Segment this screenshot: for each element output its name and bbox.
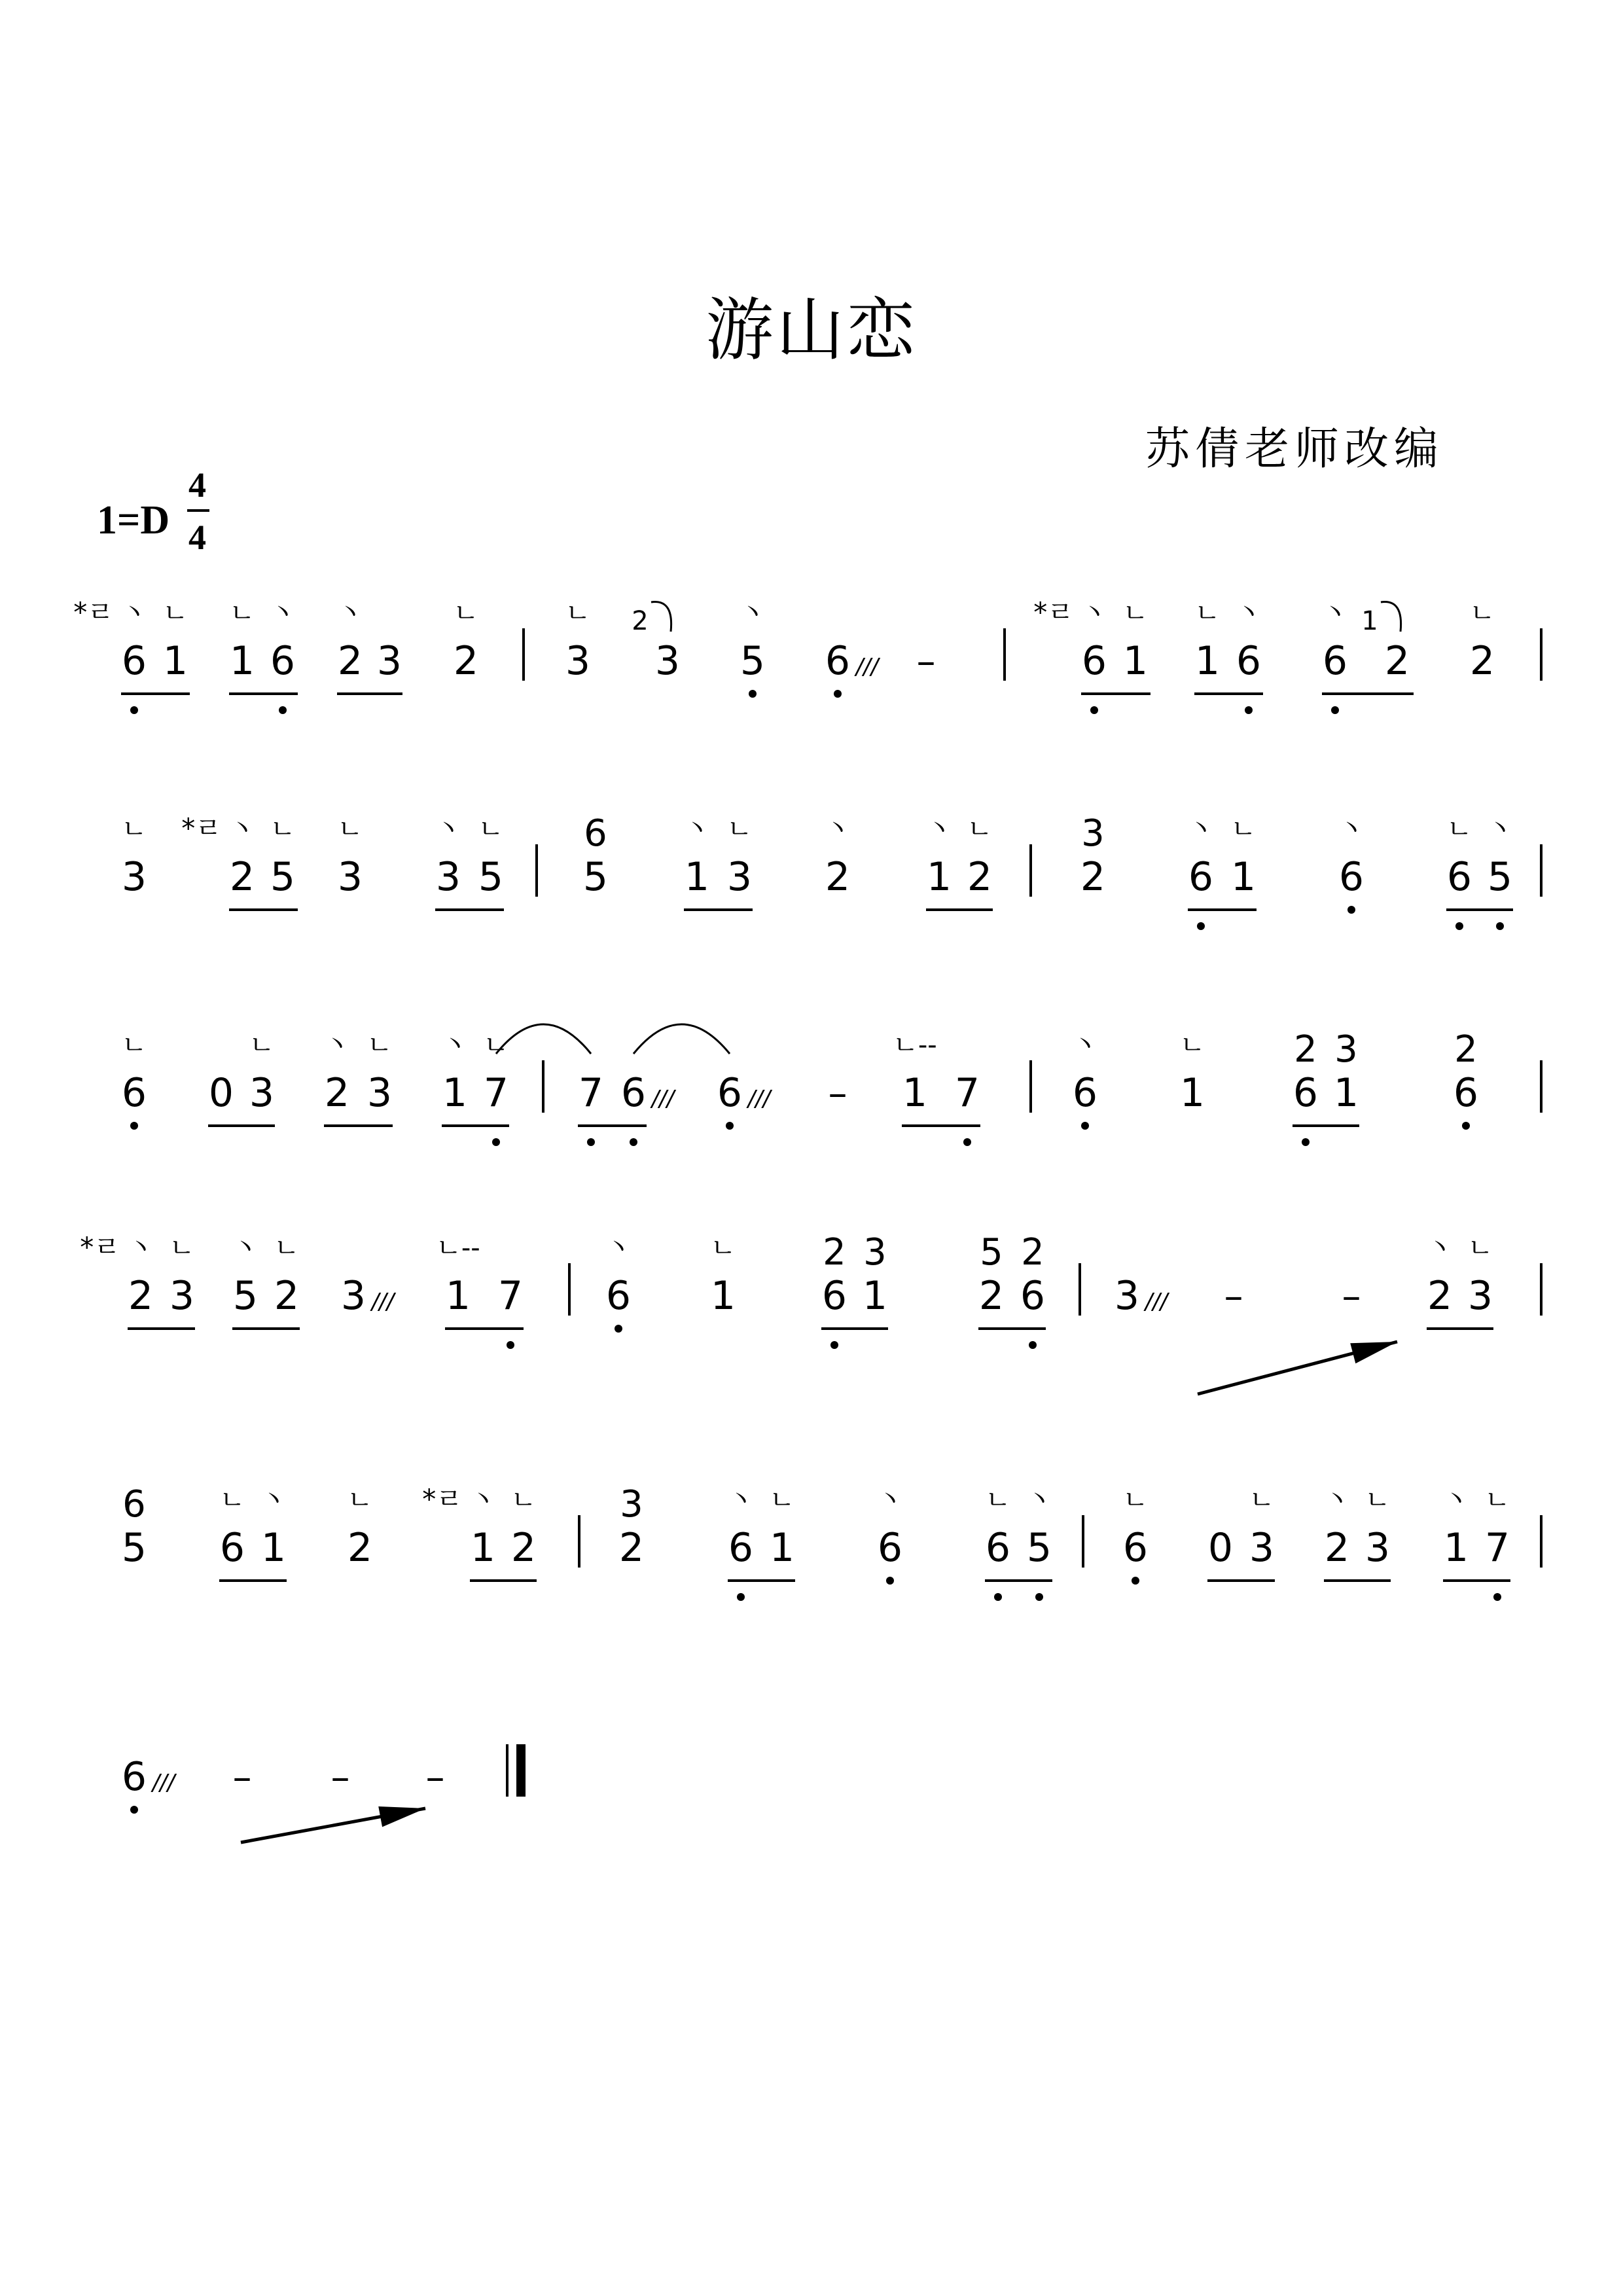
lower-octave-dot (737, 1593, 745, 1601)
technique-mark: ㄴ (347, 1485, 373, 1515)
slur-arc (633, 1024, 730, 1054)
note-digit: 3 (340, 1273, 366, 1319)
lower-octave-dot (834, 690, 842, 698)
lower-octave-dot (749, 690, 757, 698)
technique-mark: ㄴ (510, 1485, 537, 1515)
upper-note-digit: 6 (122, 1483, 146, 1526)
note-digit: 5 (232, 1273, 259, 1319)
upper-note-digit: 5 (980, 1231, 1003, 1274)
note-digit: 1 (710, 1273, 736, 1319)
note-digit: 7 (497, 1273, 524, 1319)
note-digit: 3 (726, 854, 753, 900)
lower-octave-dot (1081, 1122, 1089, 1130)
technique-mark: 丶 (232, 1233, 259, 1263)
note-digit: 6 (1293, 1070, 1319, 1116)
tremolo-mark: /// (152, 1770, 175, 1796)
note-digit: 6 (877, 1525, 903, 1571)
technique-mark: 丶 (877, 1485, 903, 1515)
fingering-mark: *ㄹ (1033, 596, 1074, 628)
technique-mark: ㄴ (769, 1485, 795, 1515)
lower-octave-dot (1347, 906, 1355, 914)
tremolo-mark: /// (1145, 1289, 1168, 1315)
sustain-dash: – (1342, 1274, 1361, 1318)
tremolo-mark: /// (855, 654, 879, 680)
sustain-dash: – (1224, 1274, 1243, 1318)
technique-mark: ㄴ (1230, 814, 1257, 844)
lower-octave-dot (1090, 706, 1098, 714)
technique-mark: 丶 (740, 598, 766, 628)
technique-mark: ㄴ (274, 1233, 300, 1263)
technique-mark: ㄴ (967, 814, 993, 844)
lower-octave-dot (1132, 1577, 1139, 1585)
technique-mark: 丶 (684, 814, 710, 844)
technique-mark: ㄴ (337, 814, 363, 844)
note-digit: 2 (1469, 638, 1495, 684)
note-digit: 3 (376, 638, 402, 684)
note-digit: 2 (618, 1525, 645, 1571)
note-digit: 2 (1384, 638, 1410, 684)
upper-note-digit: 3 (863, 1231, 887, 1274)
note-digit: 2 (453, 638, 479, 684)
note-digit: 1 (445, 1273, 471, 1319)
upper-note-digit: 2 (1294, 1028, 1317, 1071)
technique-mark: ㄴ (453, 598, 479, 628)
fingering-mark: *ㄹ (73, 596, 114, 628)
note-digit: 2 (510, 1525, 537, 1571)
note-digit: 6 (1072, 1070, 1098, 1116)
note-digit: 6 (728, 1525, 754, 1571)
lower-octave-dot (1302, 1138, 1310, 1146)
upper-note-digit: 3 (620, 1483, 643, 1526)
note-digit: 0 (208, 1070, 234, 1116)
technique-mark: ㄴ (270, 814, 296, 844)
technique-mark: ㄴ (1469, 598, 1495, 628)
lower-octave-dot (130, 1122, 138, 1130)
note-digit: 3 (435, 854, 461, 900)
note-digit: 1 (1333, 1070, 1359, 1116)
technique-mark: ㄴ (483, 1030, 509, 1060)
technique-mark: ㄴ (1446, 814, 1472, 844)
technique-mark: 丶 (435, 814, 461, 844)
technique-mark: ㄴ (985, 1485, 1011, 1515)
sustain-dash: – (330, 1755, 350, 1799)
technique-mark: ㄴ (1249, 1485, 1275, 1515)
sustain-dash: – (828, 1071, 847, 1115)
note-digit: 1 (1230, 854, 1257, 900)
lower-octave-dot (830, 1341, 838, 1349)
technique-mark: 丶 (260, 1485, 287, 1515)
note-digit: 6 (1122, 1525, 1149, 1571)
technique-mark: ㄴ (1194, 598, 1221, 628)
note-digit: 2 (1080, 854, 1106, 900)
note-digit: 1 (442, 1070, 468, 1116)
technique-mark: 丶 (229, 814, 255, 844)
technique-mark: 丶 (128, 1233, 154, 1263)
technique-mark: 丶 (270, 598, 296, 628)
lower-octave-dot (1455, 922, 1463, 930)
note-digit: 6 (121, 638, 147, 684)
note-digit: 6 (1188, 854, 1214, 900)
note-digit: 3 (654, 638, 681, 684)
lower-octave-dot (630, 1138, 637, 1146)
lower-octave-dot (130, 1806, 138, 1814)
grace-arc (1381, 602, 1401, 632)
tremolo-mark: /// (371, 1289, 395, 1315)
crescendo-arrow-head (378, 1806, 425, 1827)
technique-mark: 丶 (605, 1233, 632, 1263)
technique-mark: ㄴ (121, 814, 147, 844)
note-digit: 1 (1443, 1525, 1469, 1571)
time-signature-top: 4 (188, 465, 206, 505)
note-digit: 2 (967, 854, 993, 900)
technique-mark: ㄴ (1122, 1485, 1149, 1515)
technique-mark: 丶 (1188, 814, 1214, 844)
note-digit: 1 (229, 638, 255, 684)
note-digit: 1 (162, 638, 188, 684)
arranger-credit: 苏倩老师改编 (1145, 423, 1444, 475)
note-digit: 6 (1446, 854, 1472, 900)
note-digit: 5 (740, 638, 766, 684)
fingering-mark: *ㄹ (80, 1231, 120, 1263)
note-digit: 5 (1487, 854, 1513, 900)
note-digit: 6 (605, 1273, 632, 1319)
note-digit: 6 (620, 1070, 647, 1116)
note-digit: 2 (1427, 1273, 1453, 1319)
note-digit: 2 (978, 1273, 1005, 1319)
technique-mark: ㄴ (1364, 1485, 1391, 1515)
note-digit: 3 (169, 1273, 195, 1319)
lower-octave-dot (1493, 1593, 1501, 1601)
note-digit: 3 (565, 638, 591, 684)
note-digit: 6 (1081, 638, 1107, 684)
technique-mark: ㄴ-- (893, 1030, 937, 1060)
technique-mark: 丶 (1338, 814, 1364, 844)
technique-mark: ㄴ (366, 1030, 393, 1060)
note-digit: 2 (1324, 1525, 1350, 1571)
technique-mark: 丶 (1324, 1485, 1350, 1515)
note-digit: 3 (1114, 1273, 1140, 1319)
note-digit: 7 (1484, 1525, 1510, 1571)
technique-mark: 丶 (1322, 598, 1348, 628)
note-digit: 6 (821, 1273, 847, 1319)
technique-mark: 丶 (470, 1485, 496, 1515)
note-digit: 1 (926, 854, 952, 900)
note-digit: 7 (483, 1070, 509, 1116)
technique-mark: ㄴ (219, 1485, 245, 1515)
technique-mark: ㄴ (565, 598, 591, 628)
note-digit: 6 (121, 1754, 147, 1800)
fingering-mark: *ㄹ (181, 812, 222, 844)
technique-mark: 丶 (1081, 598, 1107, 628)
grace-note: 2 (632, 606, 649, 636)
upper-note-digit: 3 (1334, 1028, 1358, 1071)
technique-mark: ㄴ (478, 814, 504, 844)
lower-octave-dot (1035, 1593, 1043, 1601)
upper-note-digit: 6 (584, 812, 607, 855)
lower-octave-dot (963, 1138, 971, 1146)
note-digit: 2 (825, 854, 851, 900)
fingering-mark: *ㄹ (422, 1483, 463, 1515)
technique-mark: ㄴ (1467, 1233, 1493, 1263)
lower-octave-dot (994, 1593, 1002, 1601)
note-digit: 6 (1322, 638, 1348, 684)
note-digit: 6 (1453, 1070, 1479, 1116)
tremolo-mark: /// (747, 1086, 771, 1112)
upper-note-digit: 2 (1021, 1231, 1044, 1274)
note-digit: 6 (1020, 1273, 1046, 1319)
note-digit: 6 (270, 638, 296, 684)
note-digit: 1 (1122, 638, 1149, 684)
technique-mark: ㄴ (169, 1233, 195, 1263)
grace-arc (651, 602, 671, 632)
technique-mark: 丶 (1072, 1030, 1098, 1060)
grace-note: 1 (1361, 606, 1378, 636)
note-digit: 5 (478, 854, 504, 900)
upper-note-digit: 2 (823, 1231, 846, 1274)
note-digit: 6 (121, 1070, 147, 1116)
lower-octave-dot (130, 706, 138, 714)
note-digit: 1 (862, 1273, 888, 1319)
crescendo-arrow-head (1350, 1342, 1397, 1363)
time-signature-bottom: 4 (188, 518, 206, 557)
technique-mark: 丶 (825, 814, 851, 844)
note-digit: 5 (270, 854, 296, 900)
technique-mark: ㄴ (710, 1233, 736, 1263)
technique-mark: ㄴ (249, 1030, 275, 1060)
slur-arc (496, 1024, 591, 1054)
note-digit: 2 (274, 1273, 300, 1319)
note-digit: 0 (1207, 1525, 1234, 1571)
key-signature: 1=D (97, 498, 170, 543)
note-digit: 2 (337, 638, 363, 684)
sustain-dash: – (232, 1755, 252, 1799)
technique-mark: 丶 (1487, 814, 1513, 844)
upper-note-digit: 3 (1081, 812, 1105, 855)
note-digit: 1 (902, 1070, 928, 1116)
note-digit: 3 (1467, 1273, 1493, 1319)
note-digit: 5 (582, 854, 609, 900)
technique-mark: 丶 (121, 598, 147, 628)
note-digit: 2 (128, 1273, 154, 1319)
note-digit: 2 (229, 854, 255, 900)
lower-octave-dot (279, 706, 287, 714)
lower-octave-dot (886, 1577, 894, 1585)
technique-mark: 丶 (728, 1485, 754, 1515)
note-digit: 1 (1179, 1070, 1205, 1116)
note-digit: 2 (347, 1525, 373, 1571)
technique-mark: 丶 (1026, 1485, 1052, 1515)
technique-mark: ㄴ-- (436, 1233, 480, 1263)
note-digit: 3 (337, 854, 363, 900)
note-digit: 5 (121, 1525, 147, 1571)
technique-mark: 丶 (926, 814, 952, 844)
note-digit: 7 (578, 1070, 604, 1116)
technique-mark: ㄴ (229, 598, 255, 628)
lower-octave-dot (492, 1138, 500, 1146)
final-barline-thick (516, 1744, 526, 1797)
note-digit: 3 (249, 1070, 275, 1116)
technique-mark: ㄴ (1484, 1485, 1510, 1515)
note-digit: 1 (260, 1525, 287, 1571)
lower-octave-dot (587, 1138, 595, 1146)
lower-octave-dot (507, 1341, 514, 1349)
note-digit: 2 (324, 1070, 350, 1116)
lower-octave-dot (1331, 706, 1339, 714)
lower-octave-dot (1496, 922, 1504, 930)
note-digit: 1 (470, 1525, 496, 1571)
technique-mark: ㄴ (1122, 598, 1149, 628)
technique-mark: ㄴ (1179, 1030, 1205, 1060)
note-digit: 3 (366, 1070, 393, 1116)
technique-mark: ㄴ (162, 598, 188, 628)
technique-mark: 丶 (442, 1030, 468, 1060)
note-digit: 6 (985, 1525, 1011, 1571)
technique-mark: 丶 (1236, 598, 1262, 628)
note-digit: 1 (684, 854, 710, 900)
technique-mark: 丶 (337, 598, 363, 628)
lower-octave-dot (1197, 922, 1205, 930)
sustain-dash: – (916, 639, 936, 683)
note-digit: 5 (1026, 1525, 1052, 1571)
lower-octave-dot (615, 1325, 622, 1333)
note-digit: 7 (954, 1070, 980, 1116)
lower-octave-dot (1029, 1341, 1037, 1349)
lower-octave-dot (726, 1122, 734, 1130)
note-digit: 3 (121, 854, 147, 900)
sustain-dash: – (425, 1755, 445, 1799)
note-digit: 6 (1338, 854, 1364, 900)
note-digit: 6 (219, 1525, 245, 1571)
note-digit: 3 (1249, 1525, 1275, 1571)
technique-mark: 丶 (1427, 1233, 1453, 1263)
technique-mark: 丶 (1443, 1485, 1469, 1515)
technique-mark: ㄴ (726, 814, 753, 844)
note-digit: 6 (825, 638, 851, 684)
technique-mark: ㄴ (121, 1030, 147, 1060)
upper-note-digit: 2 (1454, 1028, 1478, 1071)
note-digit: 1 (769, 1525, 795, 1571)
note-digit: 6 (1236, 638, 1262, 684)
lower-octave-dot (1245, 706, 1253, 714)
tremolo-mark: /// (651, 1086, 675, 1112)
note-digit: 6 (717, 1070, 743, 1116)
page-title: 游山恋 (705, 290, 918, 370)
lower-octave-dot (1462, 1122, 1470, 1130)
note-digit: 1 (1194, 638, 1221, 684)
note-digit: 3 (1364, 1525, 1391, 1571)
technique-mark: 丶 (324, 1030, 350, 1060)
